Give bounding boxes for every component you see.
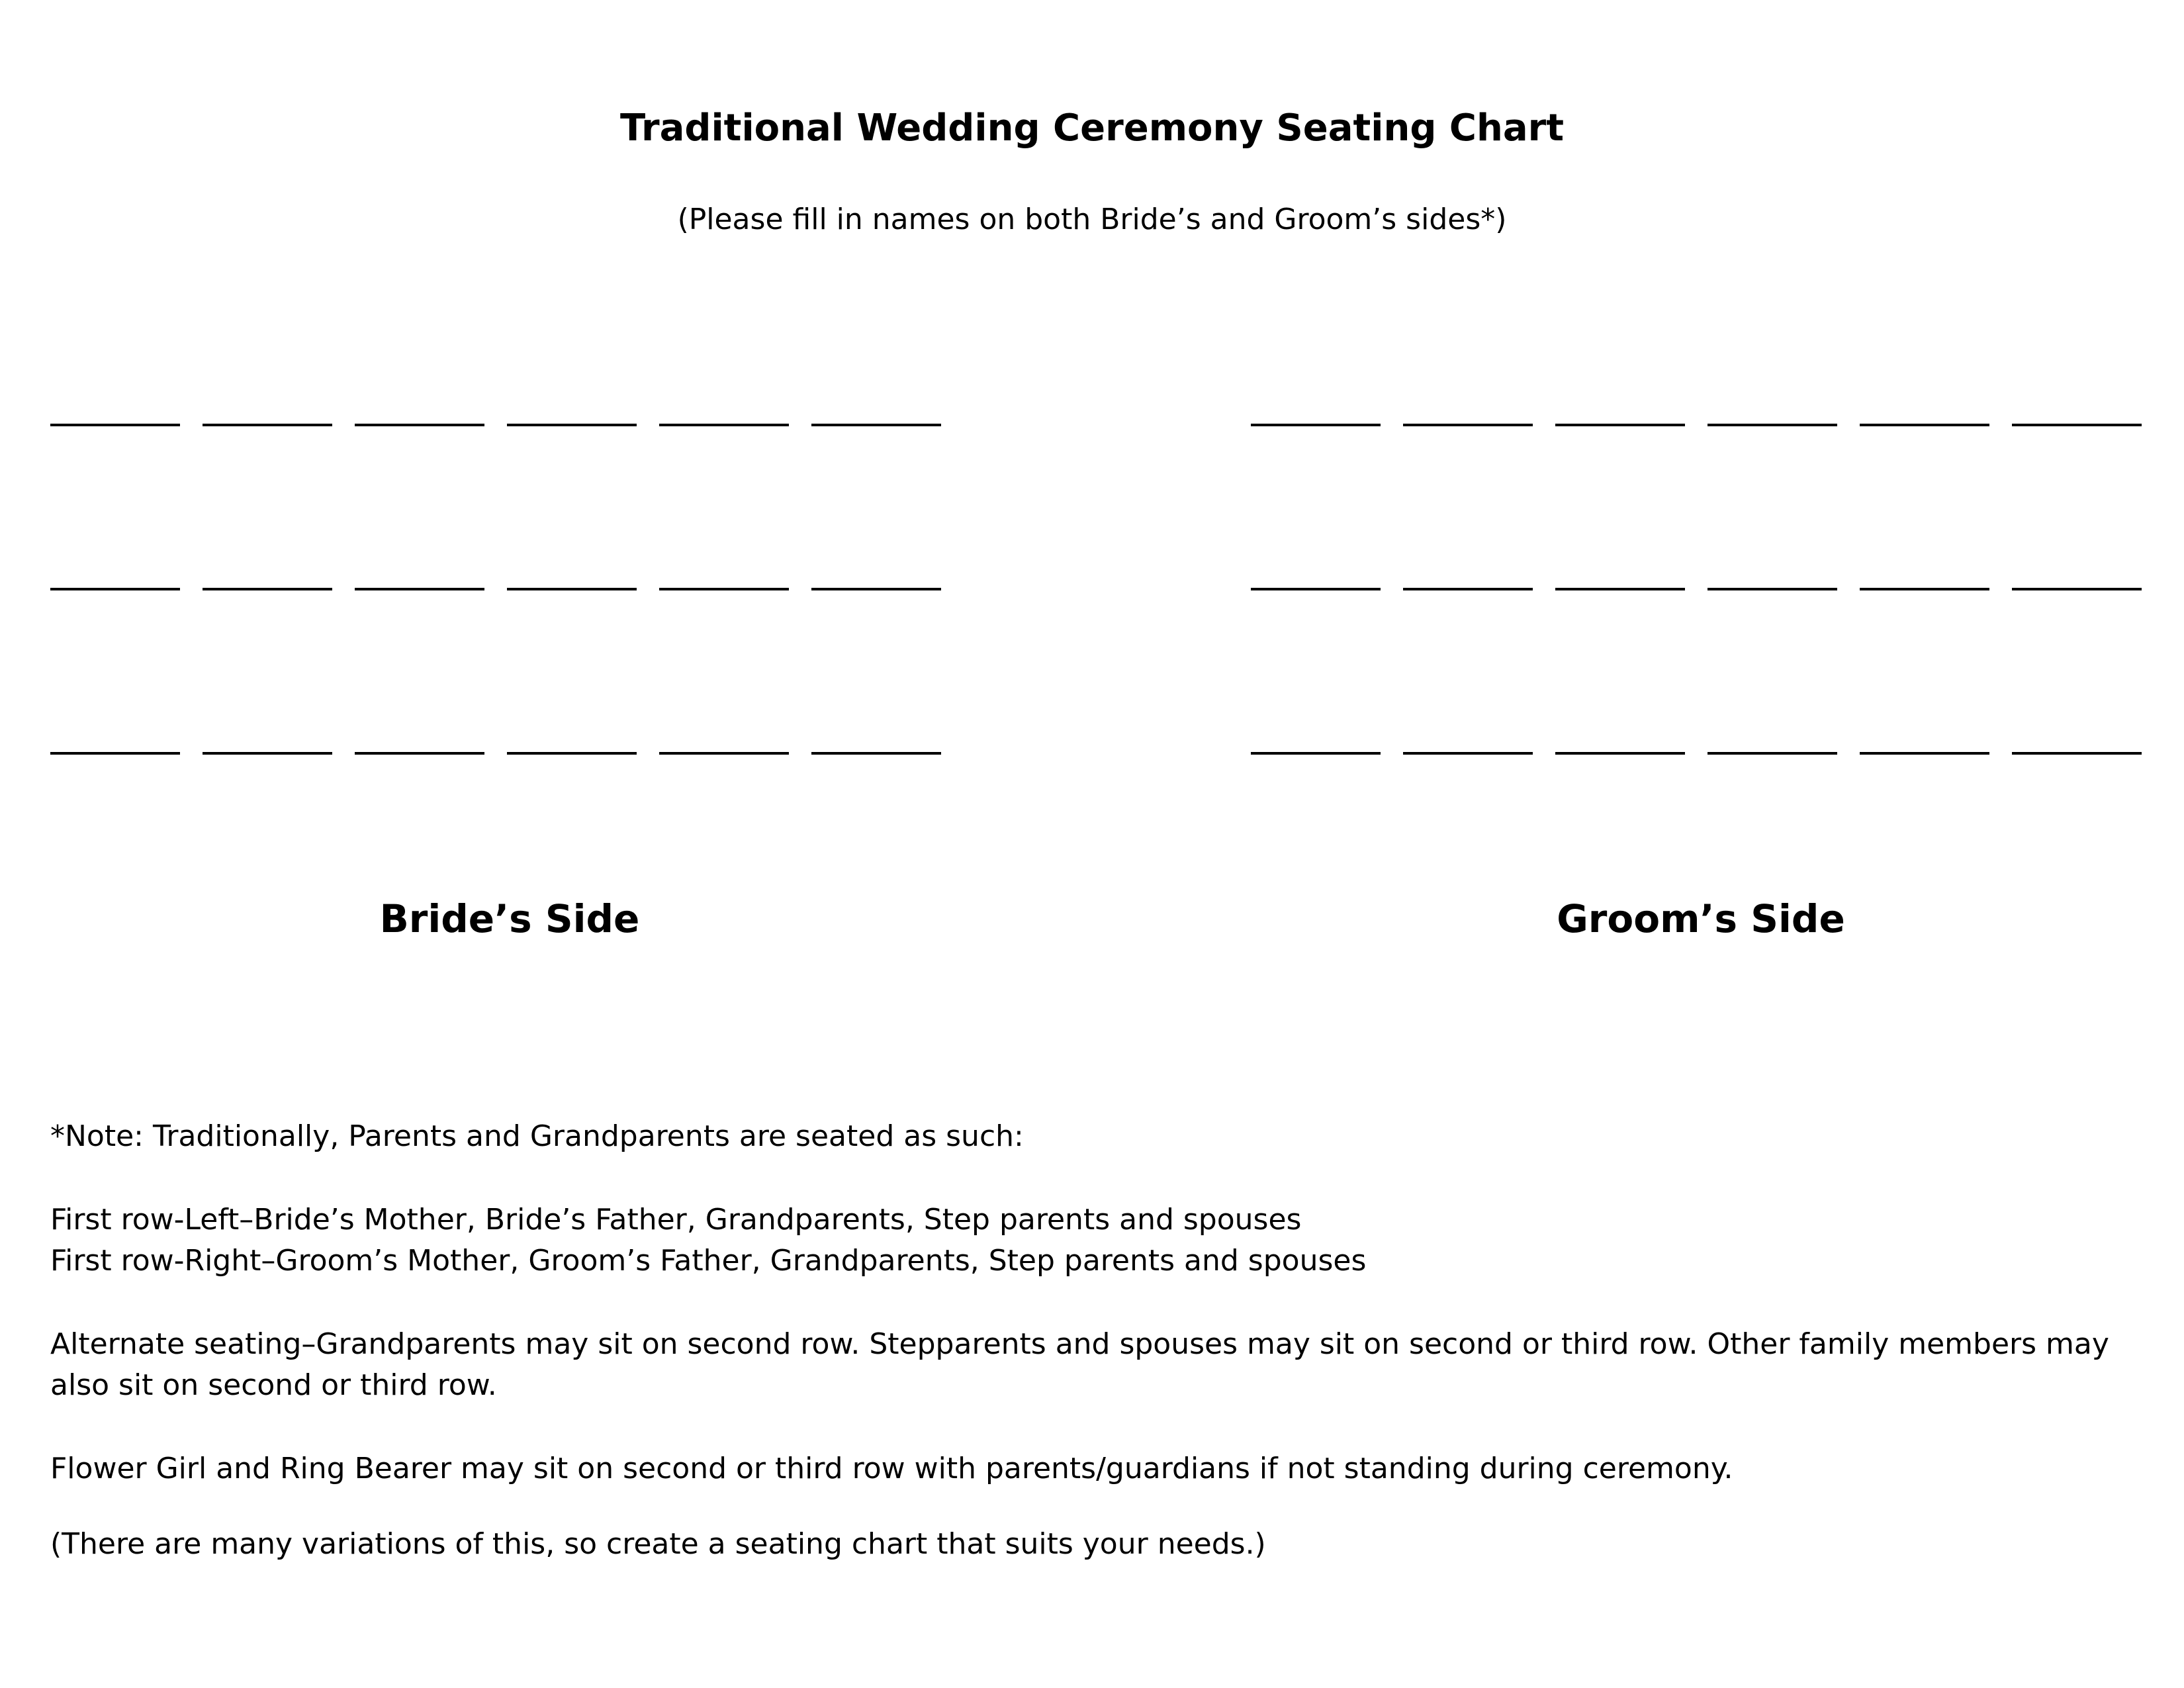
grooms-side-seat-blank-row2-seat3[interactable] [1555, 588, 1685, 590]
note-alternate-seating: Alternate seating–Grandparents may sit on second row. Stepparents and spouses may sit on second or third row. Other family members may also sit on second or third row. [50, 1327, 2109, 1402]
brides-side-seat-blank-row3-seat3[interactable] [355, 752, 484, 755]
grooms-side-seat-blank-row3-seat1[interactable] [1251, 752, 1381, 755]
brides-side-seat-blank-row3-seat1[interactable] [50, 752, 180, 755]
grooms-side-seat-blank-row2-seat6[interactable] [2012, 588, 2142, 590]
grooms-side-seat-blank-row2-seat4[interactable] [1707, 588, 1837, 590]
grooms-side-seat-blank-row1-seat6[interactable] [2012, 424, 2142, 426]
grooms-side-seat-blank-row2-seat5[interactable] [1860, 588, 1989, 590]
brides-side-seat-blank-row1-seat1[interactable] [50, 424, 180, 426]
grooms-side-seat-blank-row3-seat2[interactable] [1403, 752, 1533, 755]
grooms-side-seat-blank-row3-seat3[interactable] [1555, 752, 1685, 755]
brides-side-seat-blank-row2-seat5[interactable] [659, 588, 789, 590]
brides-side-seat-blank-row3-seat6[interactable] [811, 752, 941, 755]
grooms-side-seat-blank-row2-seat2[interactable] [1403, 588, 1533, 590]
brides-side-seat-blank-row2-seat3[interactable] [355, 588, 484, 590]
grooms-side-seat-blank-row3-seat5[interactable] [1860, 752, 1989, 755]
brides-side-seat-blank-row1-seat3[interactable] [355, 424, 484, 426]
grooms-side-seat-blank-row1-seat1[interactable] [1251, 424, 1381, 426]
brides-side-seat-blank-row2-seat6[interactable] [811, 588, 941, 590]
note-variations: (There are many variations of this, so create a seating chart that suits your needs.) [50, 1527, 1266, 1561]
note-first-row-left: First row-Left–Bride’s Mother, Bride’s Father, Grandparents, Step parents and spouses [50, 1203, 1302, 1237]
grooms-side-seat-blank-row3-seat4[interactable] [1707, 752, 1837, 755]
brides-side-label: Bride’s Side [379, 896, 640, 941]
grooms-side-seat-blank-row1-seat3[interactable] [1555, 424, 1685, 426]
note-intro: *Note: Traditionally, Parents and Grandparents are seated as such: [50, 1119, 1024, 1153]
grooms-side-seat-blank-row1-seat5[interactable] [1860, 424, 1989, 426]
brides-side-seat-blank-row1-seat6[interactable] [811, 424, 941, 426]
grooms-side-seat-blank-row3-seat6[interactable] [2012, 752, 2142, 755]
brides-side-seat-blank-row3-seat4[interactable] [507, 752, 637, 755]
grooms-side-seat-blank-row1-seat2[interactable] [1403, 424, 1533, 426]
brides-side-seat-blank-row3-seat5[interactable] [659, 752, 789, 755]
grooms-side-seat-blank-row1-seat4[interactable] [1707, 424, 1837, 426]
brides-side-seat-blank-row1-seat5[interactable] [659, 424, 789, 426]
page-title: Traditional Wedding Ceremony Seating Chart [619, 107, 1565, 150]
page-subtitle: (Please fill in names on both Bride’s and Groom’s sides*) [677, 203, 1507, 236]
grooms-side-seat-blank-row2-seat1[interactable] [1251, 588, 1381, 590]
note-first-row-right: First row-Right–Groom’s Mother, Groom’s Father, Grandparents, Step parents and spouses [50, 1244, 1367, 1278]
brides-side-seat-blank-row2-seat2[interactable] [203, 588, 332, 590]
brides-side-seat-blank-row2-seat4[interactable] [507, 588, 637, 590]
note-flower-girl-ring-bearer: Flower Girl and Ring Bearer may sit on second or third row with parents/guardians if not standing during ceremony. [50, 1452, 1733, 1485]
brides-side-seat-blank-row3-seat2[interactable] [203, 752, 332, 755]
brides-side-seat-blank-row1-seat2[interactable] [203, 424, 332, 426]
brides-side-seat-blank-row2-seat1[interactable] [50, 588, 180, 590]
grooms-side-label: Groom’s Side [1557, 896, 1845, 941]
brides-side-seat-blank-row1-seat4[interactable] [507, 424, 637, 426]
